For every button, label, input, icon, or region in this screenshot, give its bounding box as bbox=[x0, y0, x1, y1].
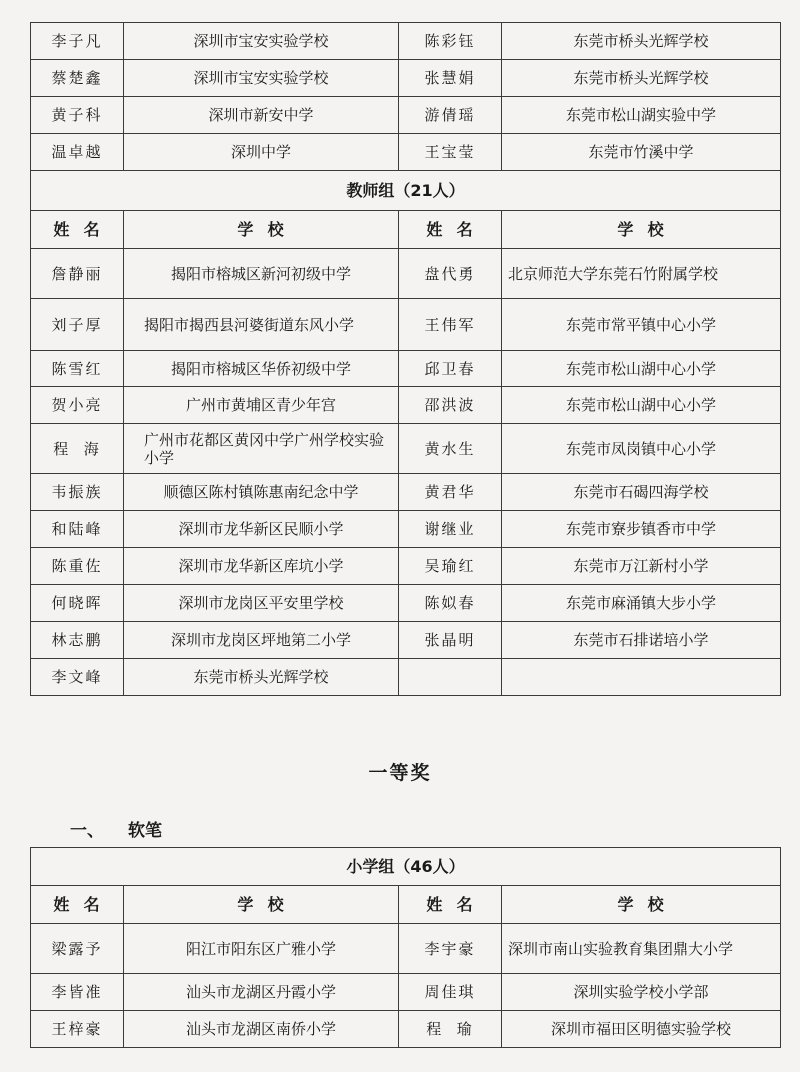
table-row bbox=[31, 134, 781, 171]
school-name: 东莞市寮步镇香市中学 bbox=[502, 511, 781, 548]
column-header-name: 姓 名 bbox=[399, 211, 502, 249]
column-header-school: 学 校 bbox=[124, 211, 399, 249]
teacher-name: 邵洪波 bbox=[399, 387, 502, 424]
teacher-name: 黄水生 bbox=[399, 424, 502, 474]
teacher-name: 陈重佐 bbox=[31, 548, 124, 585]
section-title: 一等奖 bbox=[368, 762, 432, 784]
school-name: 东莞市石碣四海学校 bbox=[502, 474, 781, 511]
school-name: 汕头市龙湖区丹霞小学 bbox=[124, 974, 399, 1011]
school-name: 北京师范大学东莞石竹附属学校 bbox=[502, 249, 781, 299]
column-header-name: 姓 名 bbox=[31, 211, 124, 249]
table-row bbox=[31, 548, 781, 585]
table-row bbox=[31, 60, 781, 97]
school-name: 广州市黄埔区青少年宫 bbox=[124, 387, 399, 424]
school-name: 揭阳市榕城区华侨初级中学 bbox=[124, 351, 399, 387]
school-name: 深圳市龙华新区库坑小学 bbox=[124, 548, 399, 585]
subsection-heading bbox=[70, 816, 162, 841]
school-name: 东莞市石排诺培小学 bbox=[502, 622, 781, 659]
school-name: 东莞市桥头光辉学校 bbox=[502, 60, 781, 97]
student-name: 蔡楚鑫 bbox=[31, 60, 124, 97]
teacher-name: 张晶明 bbox=[399, 622, 502, 659]
school-name: 东莞市桥头光辉学校 bbox=[124, 659, 399, 696]
school-name bbox=[502, 659, 781, 696]
column-header-school: 学 校 bbox=[502, 886, 781, 924]
school-name: 深圳市新安中学 bbox=[124, 97, 399, 134]
school-name: 深圳市宝安实验学校 bbox=[124, 60, 399, 97]
teacher-name: 陈姒春 bbox=[399, 585, 502, 622]
teacher-name: 邱卫春 bbox=[399, 351, 502, 387]
student-name: 李子凡 bbox=[31, 23, 124, 60]
table-row bbox=[31, 659, 781, 696]
school-name: 深圳市龙岗区坪地第二小学 bbox=[124, 622, 399, 659]
school-name: 顺德区陈村镇陈惠南纪念中学 bbox=[124, 474, 399, 511]
student-name: 李皆准 bbox=[31, 974, 124, 1011]
column-header-name: 姓 名 bbox=[399, 886, 502, 924]
teacher-name: 刘子厚 bbox=[31, 299, 124, 351]
teacher-name: 贺小亮 bbox=[31, 387, 124, 424]
table-row bbox=[31, 1011, 781, 1048]
subsection-number: 一、 bbox=[70, 821, 104, 841]
school-name: 汕头市龙湖区南侨小学 bbox=[124, 1011, 399, 1048]
table-row bbox=[31, 585, 781, 622]
student-name: 温卓越 bbox=[31, 134, 124, 171]
school-name: 东莞市凤岗镇中心小学 bbox=[502, 424, 781, 474]
school-name: 深圳实验学校小学部 bbox=[502, 974, 781, 1011]
teacher-name: 林志鹏 bbox=[31, 622, 124, 659]
teacher-name: 谢继业 bbox=[399, 511, 502, 548]
subsection-label: 软笔 bbox=[128, 821, 162, 841]
school-name: 揭阳市榕城区新河初级中学 bbox=[124, 249, 399, 299]
table-row bbox=[31, 249, 781, 299]
school-name: 东莞市松山湖中心小学 bbox=[502, 387, 781, 424]
group-title: 小学组（46人） bbox=[31, 848, 781, 886]
header-row bbox=[31, 886, 781, 924]
school-name: 深圳市南山实验教育集团鼎大小学 bbox=[502, 924, 781, 974]
primary-group-table bbox=[30, 847, 781, 1048]
school-name: 东莞市常平镇中心小学 bbox=[502, 299, 781, 351]
group-title-row bbox=[31, 848, 781, 886]
student-name: 周佳琪 bbox=[399, 974, 502, 1011]
school-name: 深圳市福田区明德实验学校 bbox=[502, 1011, 781, 1048]
student-name: 梁露予 bbox=[31, 924, 124, 974]
teacher-name: 何晓晖 bbox=[31, 585, 124, 622]
table-row bbox=[31, 351, 781, 387]
school-name: 广州市花都区黄冈中学广州学校实验小学 bbox=[124, 424, 399, 474]
school-name: 东莞市麻涌镇大步小学 bbox=[502, 585, 781, 622]
table-row bbox=[31, 23, 781, 60]
student-name: 陈彩钰 bbox=[399, 23, 502, 60]
table-row bbox=[31, 387, 781, 424]
table-row bbox=[31, 424, 781, 474]
school-name: 东莞市万江新村小学 bbox=[502, 548, 781, 585]
table-row bbox=[31, 511, 781, 548]
student-name: 张慧娟 bbox=[399, 60, 502, 97]
student-name: 黄子科 bbox=[31, 97, 124, 134]
student-name: 李宇豪 bbox=[399, 924, 502, 974]
school-name: 深圳市龙华新区民顺小学 bbox=[124, 511, 399, 548]
student-name: 王宝莹 bbox=[399, 134, 502, 171]
teacher-name: 程 海 bbox=[31, 424, 124, 474]
column-header-name: 姓 名 bbox=[31, 886, 124, 924]
student-name: 游倩瑶 bbox=[399, 97, 502, 134]
student-name: 程 瑜 bbox=[399, 1011, 502, 1048]
teacher-name: 吴瑜红 bbox=[399, 548, 502, 585]
table-row bbox=[31, 299, 781, 351]
school-name: 东莞市竹溪中学 bbox=[502, 134, 781, 171]
group-title: 教师组（21人） bbox=[31, 171, 781, 211]
column-header-school: 学 校 bbox=[124, 886, 399, 924]
group-title-row bbox=[31, 171, 781, 211]
school-name: 深圳中学 bbox=[124, 134, 399, 171]
teacher-name bbox=[399, 659, 502, 696]
teacher-name: 陈雪红 bbox=[31, 351, 124, 387]
table-row bbox=[31, 97, 781, 134]
school-name: 东莞市松山湖中心小学 bbox=[502, 351, 781, 387]
school-name: 深圳市龙岗区平安里学校 bbox=[124, 585, 399, 622]
teacher-name: 盘代勇 bbox=[399, 249, 502, 299]
school-name: 阳江市阳东区广雅小学 bbox=[124, 924, 399, 974]
table-row bbox=[31, 474, 781, 511]
school-name: 东莞市桥头光辉学校 bbox=[502, 23, 781, 60]
school-name: 深圳市宝安实验学校 bbox=[124, 23, 399, 60]
teacher-group-table bbox=[30, 22, 781, 696]
table-row bbox=[31, 622, 781, 659]
teacher-name: 韦振族 bbox=[31, 474, 124, 511]
school-name: 揭阳市揭西县河婆街道东风小学 bbox=[124, 299, 399, 351]
teacher-name: 黄君华 bbox=[399, 474, 502, 511]
column-header-school: 学 校 bbox=[502, 211, 781, 249]
table-row bbox=[31, 974, 781, 1011]
teacher-name: 李文峰 bbox=[31, 659, 124, 696]
header-row bbox=[31, 211, 781, 249]
school-name: 东莞市松山湖实验中学 bbox=[502, 97, 781, 134]
student-name: 王梓豪 bbox=[31, 1011, 124, 1048]
teacher-name: 王伟军 bbox=[399, 299, 502, 351]
table-row bbox=[31, 924, 781, 974]
teacher-name: 和陆峰 bbox=[31, 511, 124, 548]
teacher-name: 詹静丽 bbox=[31, 249, 124, 299]
